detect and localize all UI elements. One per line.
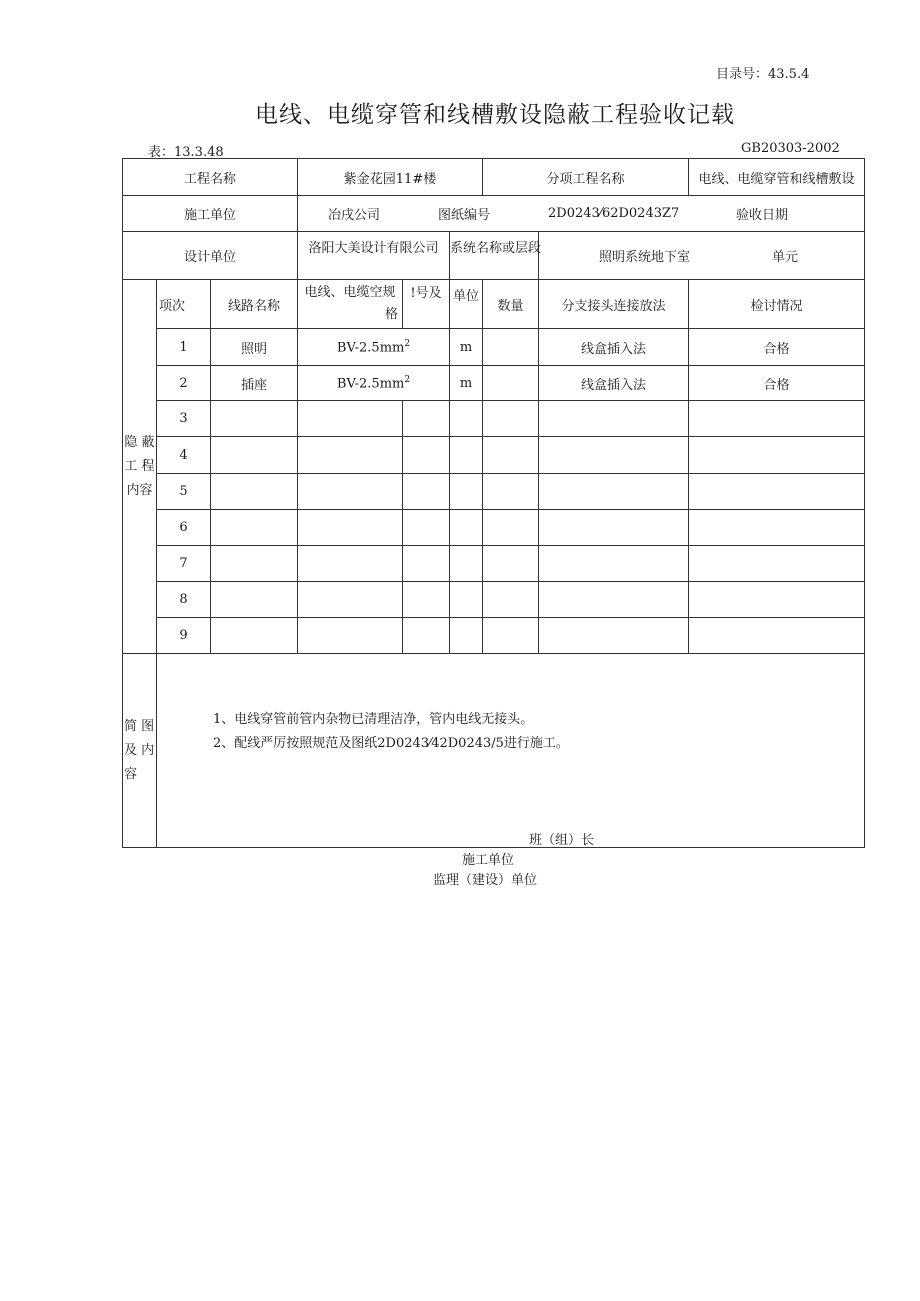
catalog-number: 目录号：43.5.4 <box>716 67 810 82</box>
row-qty <box>483 401 539 437</box>
row-unit: m <box>450 329 483 366</box>
sketch-note-2: 2、配线严厉按照规范及图纸2D0243⁄42D0243/5进行施工。 <box>213 736 569 751</box>
project-name-label: 工程名称 <box>123 159 298 196</box>
row-method <box>539 546 689 582</box>
sketch-label <box>123 654 157 848</box>
table-row <box>123 582 865 618</box>
row-no: 1 <box>157 329 211 366</box>
row-check: 合格 <box>689 329 865 366</box>
unit-suffix: 单元 <box>772 250 799 265</box>
row-line-name <box>211 618 298 654</box>
col-method-header: 分支接头连接放法 <box>539 280 689 329</box>
row-line-name <box>211 401 298 437</box>
sketch-content <box>157 654 865 848</box>
row-no: 8 <box>157 582 211 618</box>
hidden-header-row <box>123 280 865 329</box>
sketch-row <box>123 654 865 848</box>
drawing-no-label: 图纸编号 <box>438 208 491 223</box>
hidden-label-line-3: 内容 <box>126 482 153 498</box>
sub-project-value: 电线、电缆穿管和线槽敷设 <box>689 159 865 196</box>
row-check <box>689 618 865 654</box>
row-no-spec <box>403 401 450 437</box>
row-line-name <box>211 582 298 618</box>
sketch-label-line-2: 及 内 <box>124 742 155 758</box>
row-spec-text: BV-2.5mm <box>336 340 405 356</box>
hidden-label-line-1: 隐 蔽 <box>124 434 155 450</box>
row-unit <box>450 546 483 582</box>
table-row <box>123 401 865 437</box>
row-spec <box>298 546 403 582</box>
row-unit <box>450 437 483 474</box>
row-qty <box>483 546 539 582</box>
row-line-name <box>211 437 298 474</box>
table-row <box>123 618 865 654</box>
col-spec-line2: 格 <box>384 307 398 322</box>
row-check <box>689 474 865 510</box>
row-spec <box>298 618 403 654</box>
system-value: 照明系统地下室 <box>599 250 691 265</box>
row-spec-sup: 2 <box>404 338 411 349</box>
standard-code: GB20303-2002 <box>741 141 840 156</box>
drawing-no-value: 2D0243⁄62D0243Z7 <box>548 206 680 221</box>
footer-supervision-unit: 监理（建设）单位 <box>433 873 538 888</box>
document-title: 电线、电缆穿管和线槽敷设隐蔽工程验收记载 <box>255 102 735 128</box>
row-no: 2 <box>157 366 211 401</box>
row-line-name <box>211 474 298 510</box>
info-row-project <box>123 159 865 196</box>
row-no-spec <box>403 474 450 510</box>
row-method <box>539 582 689 618</box>
col-qty-header: 数量 <box>483 280 539 329</box>
table-row <box>123 546 865 582</box>
row-method <box>539 437 689 474</box>
sub-project-label: 分项工程名称 <box>483 159 689 196</box>
table-row <box>123 474 865 510</box>
row-check <box>689 401 865 437</box>
acceptance-date-label: 验收日期 <box>736 208 789 223</box>
row-no: 9 <box>157 618 211 654</box>
row-spec-sup: 2 <box>404 374 411 385</box>
row-qty <box>483 510 539 546</box>
sketch-label-line-1: 简 图 <box>124 718 155 734</box>
design-unit-value: 洛阳大美设计有限公司 <box>298 232 450 280</box>
row-spec <box>298 582 403 618</box>
row-method: 线盒插入法 <box>539 366 689 401</box>
row-method <box>539 510 689 546</box>
row-no: 5 <box>157 474 211 510</box>
design-unit-label: 设计单位 <box>123 232 298 280</box>
row-qty <box>483 618 539 654</box>
row-no: 6 <box>157 510 211 546</box>
info-row-design <box>123 232 865 280</box>
sketch-label-line-3: 容 <box>124 766 138 782</box>
row-no-spec <box>403 437 450 474</box>
acceptance-table <box>122 158 865 848</box>
row-method <box>539 618 689 654</box>
row-line-name <box>211 510 298 546</box>
table-row <box>123 437 865 474</box>
sketch-note-1: 1、电线穿管前管内杂物已清理洁净，管内电线无接头。 <box>213 712 534 727</box>
row-qty <box>483 582 539 618</box>
row-check <box>689 510 865 546</box>
col-spec-line1: 电线、电缆空规 <box>304 285 396 300</box>
construction-unit-value: 冶戌公司 <box>328 208 381 223</box>
table-row <box>123 329 865 366</box>
row-qty <box>483 366 539 401</box>
row-unit <box>450 401 483 437</box>
system-label: 系统名称或层段 <box>450 232 539 280</box>
row-qty <box>483 329 539 366</box>
info-row-construction <box>123 196 865 232</box>
col-item-header: 项次 <box>157 280 211 329</box>
row-no-spec <box>403 582 450 618</box>
footer-construction-unit: 施工单位 <box>462 853 515 868</box>
table-row <box>123 366 865 401</box>
row-no-spec <box>403 546 450 582</box>
team-leader-label: 班（组）长 <box>529 833 595 848</box>
row-spec <box>298 510 403 546</box>
row-check <box>689 546 865 582</box>
col-no-header: !号及 <box>403 280 450 329</box>
row-line-name: 插座 <box>211 366 298 401</box>
row-no: 4 <box>157 437 211 474</box>
row-method <box>539 401 689 437</box>
row-spec <box>298 474 403 510</box>
row-line-name: 照明 <box>211 329 298 366</box>
row-no-spec <box>403 618 450 654</box>
row-check <box>689 582 865 618</box>
col-unit-header: 单位 <box>450 280 483 329</box>
row-method: 线盒插入法 <box>539 329 689 366</box>
row-spec <box>298 366 450 401</box>
row-method <box>539 474 689 510</box>
table-row <box>123 510 865 546</box>
row-unit <box>450 582 483 618</box>
construction-info-cell <box>298 196 865 232</box>
col-spec-header <box>298 280 403 329</box>
form-number: 表：13.3.48 <box>148 145 224 160</box>
col-line-name-header: 线路名称 <box>211 280 298 329</box>
row-no-spec <box>403 510 450 546</box>
row-unit: m <box>450 366 483 401</box>
row-qty <box>483 474 539 510</box>
row-line-name <box>211 546 298 582</box>
row-spec <box>298 329 450 366</box>
row-unit <box>450 510 483 546</box>
hidden-section-label <box>123 280 157 654</box>
hidden-label-line-2: 工 程 <box>124 458 155 474</box>
row-spec-text: BV-2.5mm <box>336 376 405 392</box>
row-no: 3 <box>157 401 211 437</box>
project-name-value: 紫金花园11#楼 <box>298 159 483 196</box>
row-unit <box>450 474 483 510</box>
system-cell <box>539 232 865 280</box>
row-qty <box>483 437 539 474</box>
row-no: 7 <box>157 546 211 582</box>
col-check-header: 检讨情况 <box>689 280 865 329</box>
row-spec <box>298 401 403 437</box>
row-spec <box>298 437 403 474</box>
construction-unit-label: 施工单位 <box>123 196 298 232</box>
row-unit <box>450 618 483 654</box>
row-check: 合格 <box>689 366 865 401</box>
row-check <box>689 437 865 474</box>
